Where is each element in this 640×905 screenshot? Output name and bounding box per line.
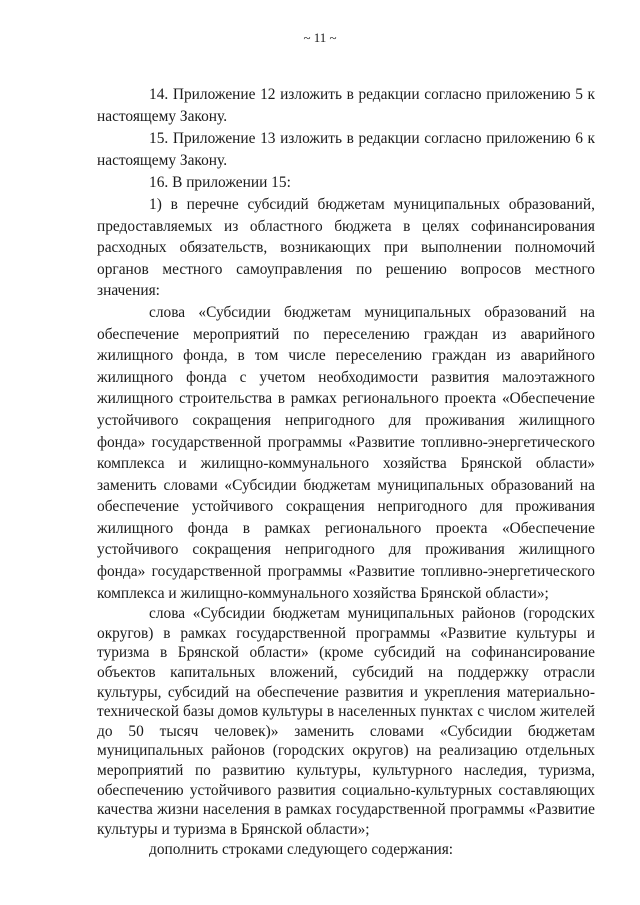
paragraph-subsidy-list-intro: 1) в перечне субсидий бюджетам муниципальных образований, предоставляемых из областного бюджета в целях софинансирования расходных обязательств, возникающих при выполнении полномочий органов местного самоуправления по решению вопросов местного значения: [97,195,595,300]
paragraph-add-rows: дополнить строками следующего содержания: [149,841,454,859]
page-number: ~ 11 ~ [303,30,337,45]
paragraph-housing-subsidy-replacement: слова «Субсидии бюджетам муниципальных образований на обеспечение мероприятий по переселению граждан из аварийного жилищного фонда, в том числе переселению граждан из аварийного жилищного фонда с учетом необходимости развития малоэтажного жилищного строительства в рамках регионального проекта «Обеспечение устойчивого сокращения непригодного для проживания жилищного фонда» государственной программы «Развитие топливно-энергетического комплекса и жилищно-коммунального хозяйства Брянской области» заменить словами «Субсидии бюджетам муниципальных образований на обеспечение устойчивого сокращения непригодного для проживания жилищного фонда в рамках регионального проекта «Обеспечение устойчивого сокращения непригодного для проживания жилищного фонда» государственной программы «Развитие топливно-энергетического комплекса и жилищно-коммунального хозяйства Брянской области»; [97,303,595,602]
paragraph-item-14: 14. Приложение 12 изложить в редакции согласно приложению 5 к настоящему Закону. [97,86,595,125]
paragraph-item-16: 16. В приложении 15: [149,174,291,192]
paragraph-culture-subsidy-replacement: слова «Субсидии бюджетам муниципальных районов (городских округов) в рамках государственной программы «Развитие культуры и туризма в Брянской области» (кроме субсидий на софинансирование объектов капитальных вложений, субсидий на поддержку отрасли культуры, субсидий на обеспечение развития и укрепления материально-технической базы домов культуры в населенных пунктах с числом жителей до 50 тысяч человек)» заменить словами «Субсидии бюджетам муниципальных районов (городских округов) на реализацию отдельных мероприятий по развитию культуры, культурного наследия, туризма, обеспечению устойчивого развития социально-культурных составляющих качества жизни населения в рамках государственной программы «Развитие культуры и туризма в Брянской области»; [97,605,595,838]
paragraph-item-15: 15. Приложение 13 изложить в редакции согласно приложению 6 к настоящему Закону. [97,130,595,169]
document-body [97,84,595,861]
